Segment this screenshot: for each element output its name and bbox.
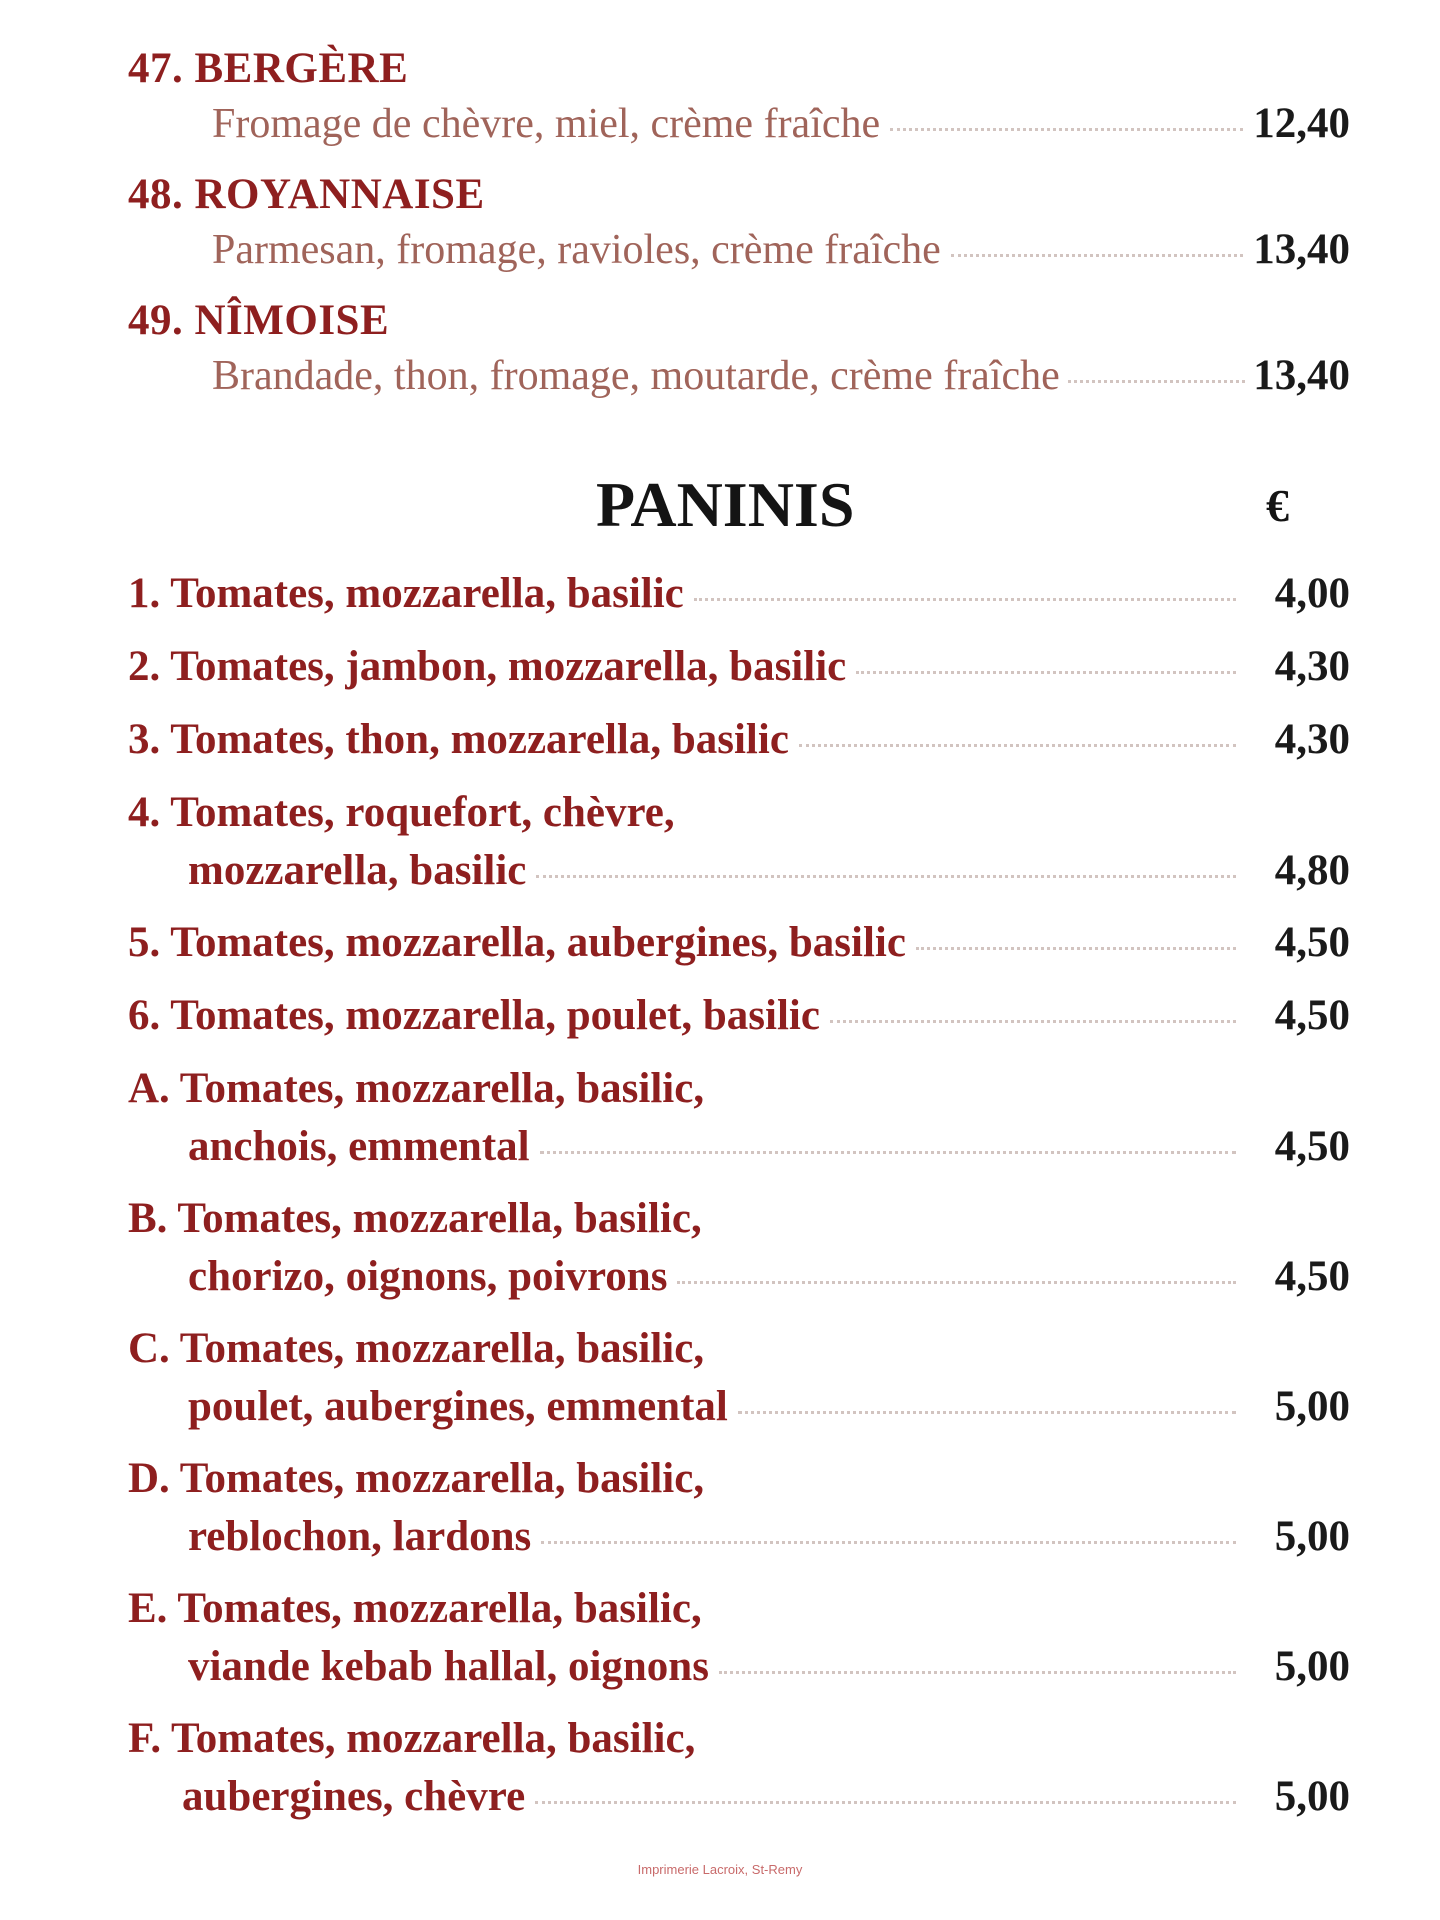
panini-description: 3. Tomates, thon, mozzarella, basilic (128, 716, 789, 763)
panini-item (128, 1580, 1350, 1696)
pizza-line (128, 220, 1350, 280)
panini-item (128, 711, 1350, 769)
panini-price: 4,00 (1274, 570, 1350, 617)
pizza-name: 47. BERGÈRE (128, 45, 409, 92)
panini-line (128, 1248, 1350, 1306)
panini-price: 4,50 (1274, 992, 1350, 1039)
dot-leader (890, 128, 1243, 131)
panini-description-second-line: mozzarella, basilic (188, 847, 527, 894)
panini-description-second-line: reblochon, lardons (188, 1513, 532, 1560)
dot-leader (694, 598, 1236, 601)
pizza-line (128, 346, 1350, 406)
panini-description: 2. Tomates, jambon, mozzarella, basilic (128, 643, 847, 690)
dot-leader (540, 1151, 1236, 1154)
panini-price: 4,30 (1274, 643, 1350, 690)
panini-price: 4,80 (1274, 847, 1350, 894)
panini-item (128, 914, 1350, 972)
pizza-name: 48. ROYANNAISE (128, 171, 485, 218)
pizza-description: Brandade, thon, fromage, moutarde, crème fraîche (212, 353, 1060, 399)
panini-item (128, 1710, 1350, 1826)
pizza-price: 13,40 (1253, 352, 1350, 399)
panini-line (128, 914, 1350, 972)
pizza-price: 13,40 (1253, 226, 1350, 273)
panini-line (128, 987, 1350, 1045)
pizza-name: 49. NÎMOISE (128, 297, 390, 344)
panini-description-first-line: E. Tomates, mozzarella, basilic, (128, 1585, 702, 1632)
panini-description-first-line: C. Tomates, mozzarella, basilic, (128, 1325, 705, 1372)
panini-item (128, 1190, 1350, 1306)
panini-line (128, 1378, 1350, 1436)
dot-leader (536, 875, 1236, 878)
dot-leader (830, 1020, 1236, 1023)
panini-description: 5. Tomates, mozzarella, aubergines, basilic (128, 919, 906, 966)
panini-line (128, 1118, 1350, 1176)
panini-item (128, 1450, 1350, 1566)
panini-item (128, 987, 1350, 1045)
panini-description: 1. Tomates, mozzarella, basilic (128, 570, 684, 617)
panini-line (128, 638, 1350, 696)
dot-leader (719, 1671, 1236, 1674)
dot-leader (951, 254, 1243, 257)
pizza-price: 12,40 (1253, 100, 1350, 147)
printer-credit: Imprimerie Lacroix, St-Remy (637, 1862, 803, 1877)
panini-item (128, 1060, 1350, 1176)
panini-price: 4,50 (1274, 1253, 1350, 1300)
dot-leader (799, 744, 1236, 747)
panini-description-second-line: viande kebab hallal, oignons (188, 1643, 709, 1690)
panini-line (128, 565, 1350, 623)
panini-description-second-line: anchois, emmental (188, 1123, 530, 1170)
pizza-item (128, 44, 1350, 154)
panini-description: 6. Tomates, mozzarella, poulet, basilic (128, 992, 820, 1039)
panini-price: 4,50 (1274, 919, 1350, 966)
panini-description-second-line: aubergines, chèvre (182, 1773, 526, 1820)
panini-line (128, 1638, 1350, 1696)
currency-symbol: € (1266, 480, 1289, 531)
panini-line (128, 1768, 1350, 1826)
dot-leader (856, 671, 1236, 674)
section-title: PANINIS (596, 469, 855, 540)
pizza-description: Parmesan, fromage, ravioles, crème fraîche (212, 227, 941, 273)
dot-leader (916, 947, 1236, 950)
panini-item (128, 565, 1350, 623)
panini-line (128, 1508, 1350, 1566)
panini-item (128, 784, 1350, 900)
panini-price: 4,30 (1274, 716, 1350, 763)
panini-line (128, 711, 1350, 769)
panini-price: 4,50 (1274, 1123, 1350, 1170)
panini-description-second-line: chorizo, oignons, poivrons (188, 1253, 668, 1300)
panini-item (128, 1320, 1350, 1436)
panini-description-first-line: F. Tomates, mozzarella, basilic, (128, 1715, 696, 1762)
panini-description-first-line: B. Tomates, mozzarella, basilic, (128, 1195, 702, 1242)
dot-leader (541, 1541, 1236, 1544)
panini-description-first-line: D. Tomates, mozzarella, basilic, (128, 1455, 705, 1502)
panini-item (128, 638, 1350, 696)
panini-line (128, 842, 1350, 900)
panini-price: 5,00 (1274, 1383, 1350, 1430)
dot-leader (535, 1801, 1236, 1804)
pizza-description: Fromage de chèvre, miel, crème fraîche (212, 101, 881, 147)
panini-description-second-line: poulet, aubergines, emmental (188, 1383, 728, 1430)
panini-price: 5,00 (1274, 1513, 1350, 1560)
pizza-item (128, 170, 1350, 280)
dot-leader (1068, 380, 1245, 383)
pizza-item (128, 296, 1350, 406)
panini-description-first-line: A. Tomates, mozzarella, basilic, (128, 1065, 705, 1112)
panini-price: 5,00 (1274, 1773, 1350, 1820)
dot-leader (677, 1281, 1236, 1284)
pizza-line (128, 94, 1350, 154)
panini-description-first-line: 4. Tomates, roquefort, chèvre, (128, 789, 675, 836)
panini-price: 5,00 (1274, 1643, 1350, 1690)
dot-leader (738, 1411, 1236, 1414)
